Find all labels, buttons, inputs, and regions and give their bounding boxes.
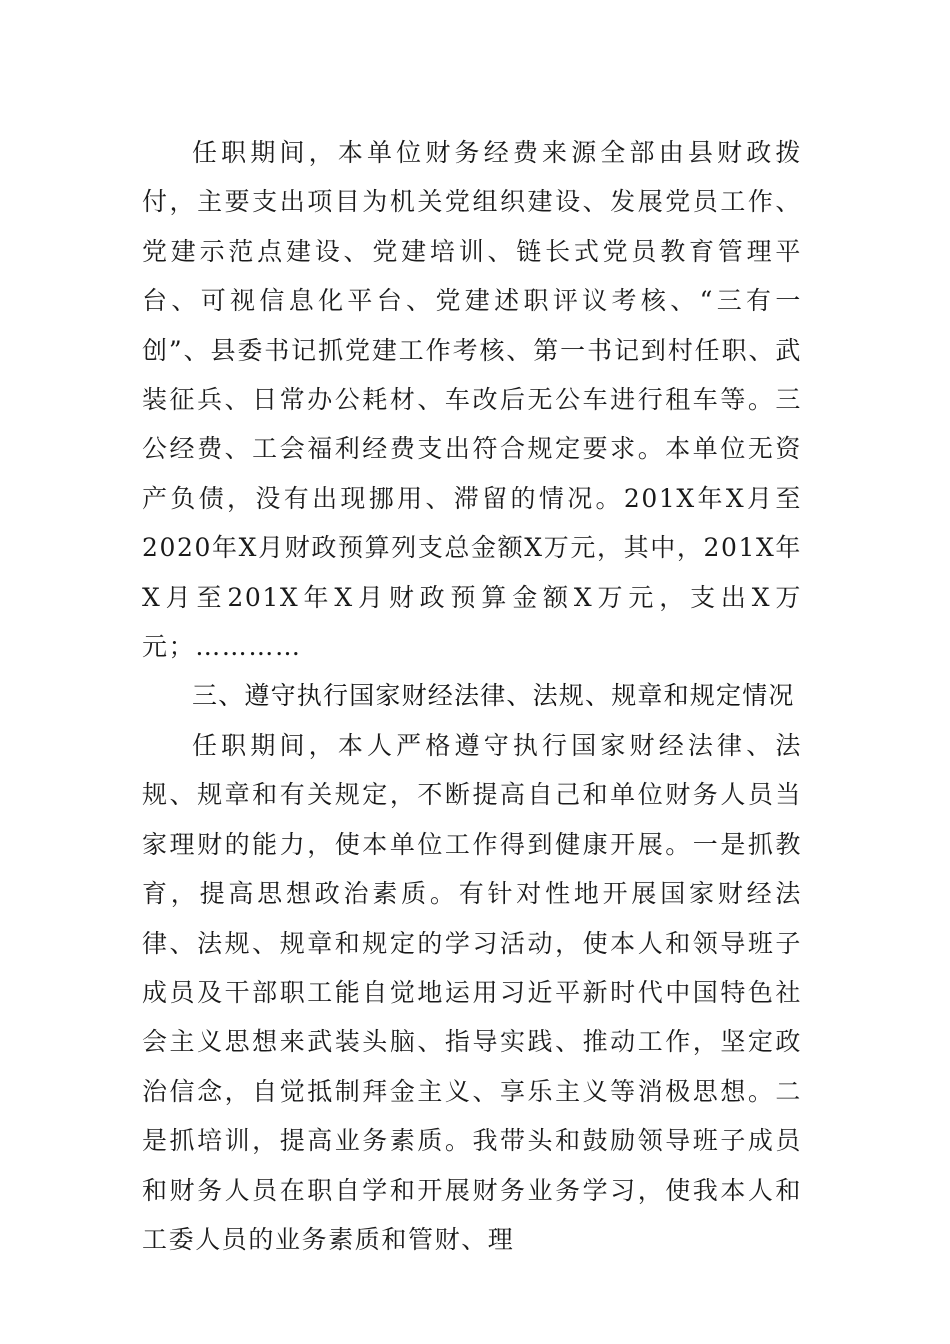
paragraph-compliance: 任职期间，本人严格遵守执行国家财经法律、法规、规章和有关规定，不断提高自己和单位财务人员当家理财的能力，使本单位工作得到健康开展。一是抓教育，提高思想政治素质。有针对性地开展国家财经法律、法规、规章和规定的学习活动，使本人和领导班子成员及干部职工能自觉地运用习近平新时代中国特色社会主义思想来武装头脑、指导实践、推动工作，坚定政治信念，自觉抵制拜金主义、享乐主义等消极思想。二是抓培训，提高业务素质。我带头和鼓励领导班子成员和财务人员在职自学和开展财务业务学习，使我本人和工委人员的业务素质和管财、理 [142,730,802,1254]
section-heading-compliance: 三、遵守执行国家财经法律、法规、规章和规定情况 [192,681,795,711]
document-body [142,128,802,1264]
paragraph-funding-sources: 任职期间，本单位财务经费来源全部由县财政拨付，主要支出项目为机关党组织建设、发展党员工作、党建示范点建设、党建培训、链长式党员教育管理平台、可视信息化平台、党建述职评议考核、“三有一创”、县委书记抓党建工作考核、第一书记到村任职、武装征兵、日常办公耗材、车改后无公车进行租车等。三公经费、工会福利经费支出符合规定要求。本单位无资产负债，没有出现挪用、滞留的情况。201X年X月至2020年X月财政预算列支总金额X万元，其中，201X年X月至201X年X月财政预算金额X万元，支出X万元；………… [142,138,802,662]
